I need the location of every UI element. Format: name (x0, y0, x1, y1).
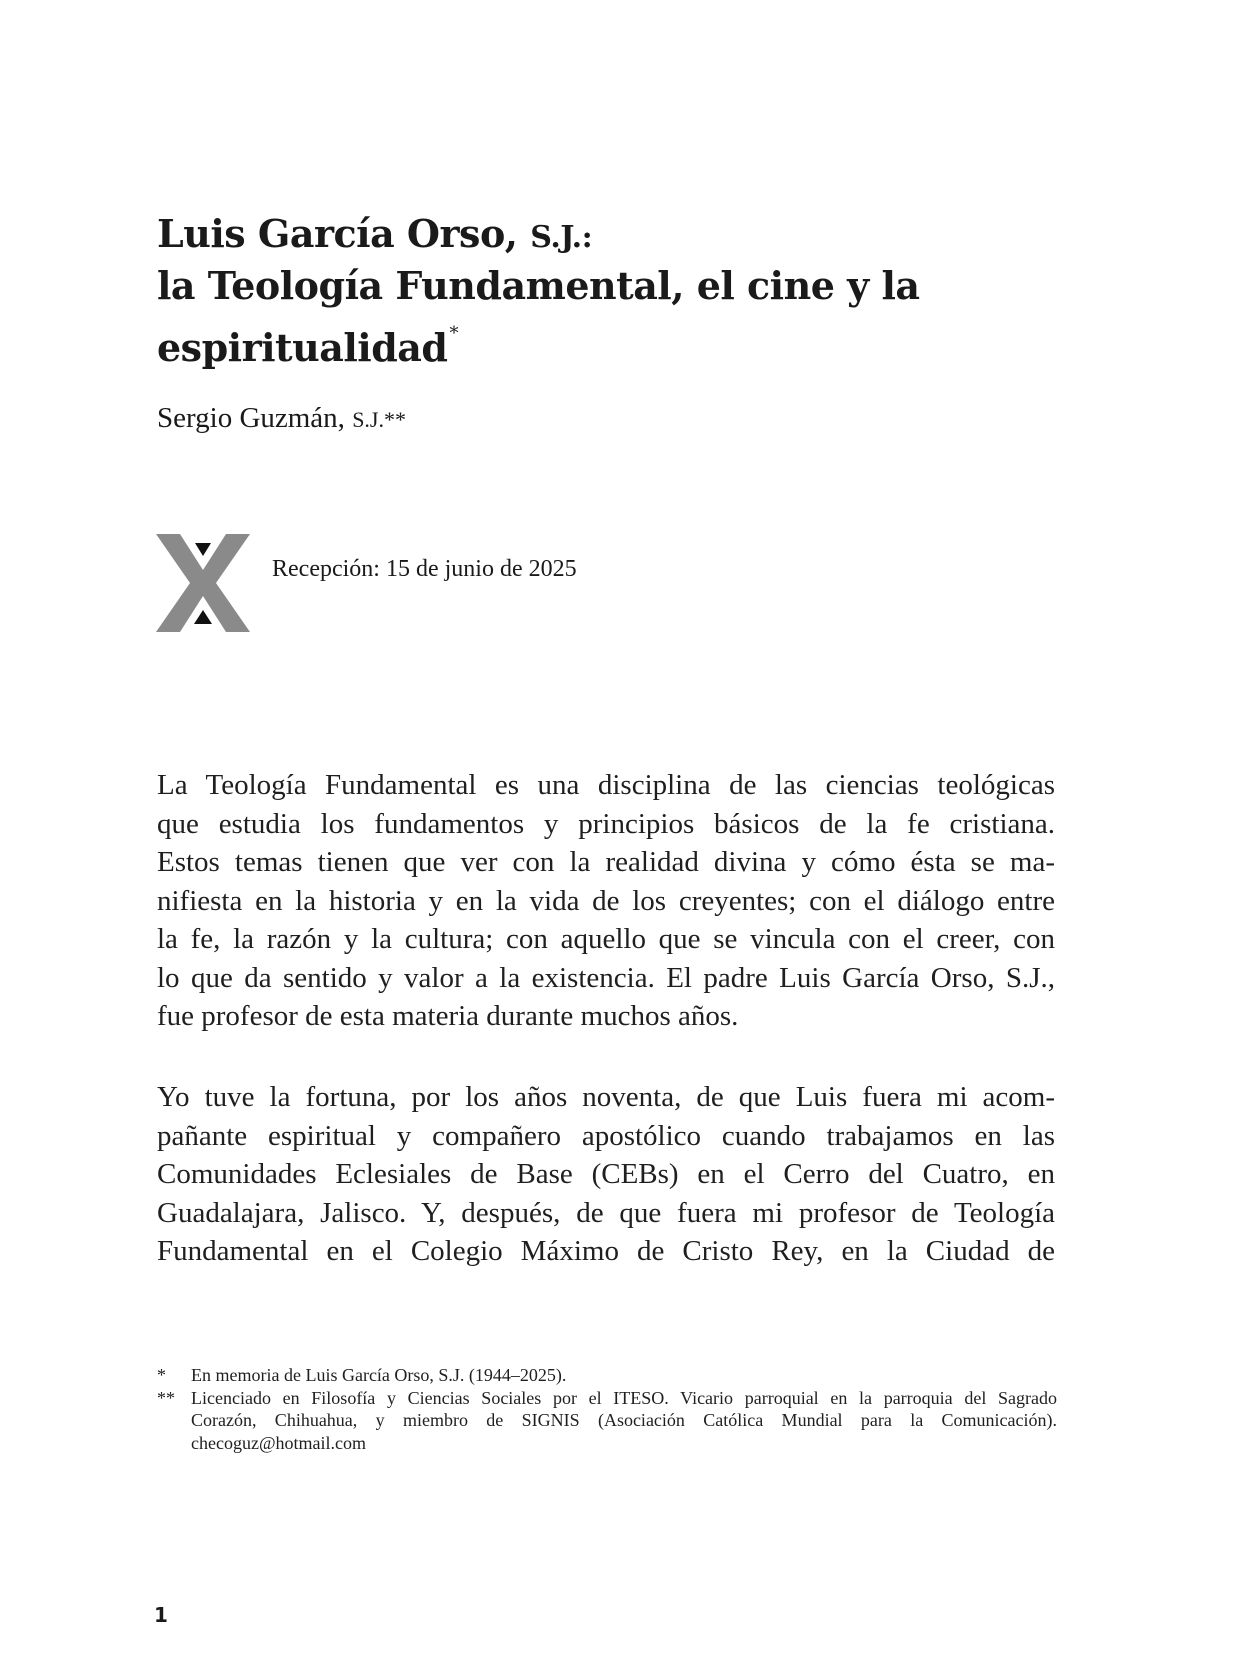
title-sj: S.J.: (530, 220, 593, 255)
title-word-espiritualidad: espiritualidad (157, 325, 448, 370)
paragraph-line: fue profesor de esta materia durante muchos años. (157, 1000, 739, 1032)
paragraph-line: nifiesta en la historia y en la vida de los creyentes; con el diálogo entre (157, 884, 1055, 917)
footnote-text (191, 1364, 1057, 1387)
paragraph-2 (157, 1078, 1055, 1271)
paragraph-1 (157, 766, 1055, 1036)
paragraph-line: Comunidades Eclesiales de Base (CEBs) en el Cerro del Cuatro, en (157, 1158, 1055, 1190)
reception-date: Recepción: 15 de junio de 2025 (272, 556, 577, 582)
x-logo-bottom-triangle (194, 610, 212, 624)
footnote-text (191, 1387, 1057, 1455)
article-title (157, 210, 1057, 372)
footnote-line: En memoria de Luis García Orso, S.J. (1944–2025). (191, 1365, 567, 1385)
page-number: 1 (154, 1603, 168, 1627)
author-suffix: S.J.** (352, 407, 406, 432)
paragraph-line: Yo tuve la fortuna, por los años noventa, de que Luis fuera mi acom- (157, 1081, 1055, 1113)
x-logo-icon (156, 534, 250, 632)
paragraph-line: pañante espiritual y compañero apostólico cuando trabajamos en las (157, 1119, 1055, 1152)
footnote-mark: * (157, 1365, 166, 1385)
title-footnote-mark: * (449, 323, 458, 344)
title-line-2: la Teología Fundamental, el cine y la (157, 263, 920, 308)
x-logo-top-triangle (195, 543, 211, 556)
title-line-1 (157, 210, 1057, 262)
author-byline (157, 400, 406, 438)
footnotes (157, 1364, 1057, 1454)
paragraph-line: La Teología Fundamental es una disciplina de las ciencias teológicas (157, 769, 1055, 801)
paragraph-line: la fe, la razón y la cultura; con aquello que se vincula con el creer, con (157, 923, 1055, 955)
title-name: Luis García Orso, (157, 211, 518, 256)
paragraph-line: Estos temas tienen que ver con la realidad divina y cómo ésta se ma- (157, 846, 1055, 878)
footnote-mark: ** (157, 1387, 175, 1408)
footnote-2 (157, 1387, 1057, 1455)
footnote-email-link[interactable]: checoguz@hotmail.com (191, 1432, 367, 1453)
footnote-line: Corazón, Chihuahua, y miembro de SIGNIS (Asociación Católica Mundial para la Comunicación). (191, 1410, 1057, 1430)
footnote-line: Licenciado en Filosofía y Ciencias Sociales por el ITESO. Vicario parroquial en la parroquia del Sagrado (191, 1387, 1057, 1408)
author-name: Sergio Guzmán, (157, 402, 345, 434)
title-line-3 (157, 310, 1057, 372)
paragraph-line: Fundamental en el Colegio Máximo de Cristo Rey, en la Ciudad de (157, 1235, 1055, 1267)
paragraph-line: Guadalajara, Jalisco. Y, después, de que fuera mi profesor de Teología (157, 1196, 1055, 1229)
paragraph-line: lo que da sentido y valor a la existencia. El padre Luis García Orso, S.J., (157, 961, 1055, 994)
paragraph-line: que estudia los fundamentos y principios básicos de la fe cristiana. (157, 807, 1055, 840)
footnote-1 (157, 1364, 1057, 1387)
